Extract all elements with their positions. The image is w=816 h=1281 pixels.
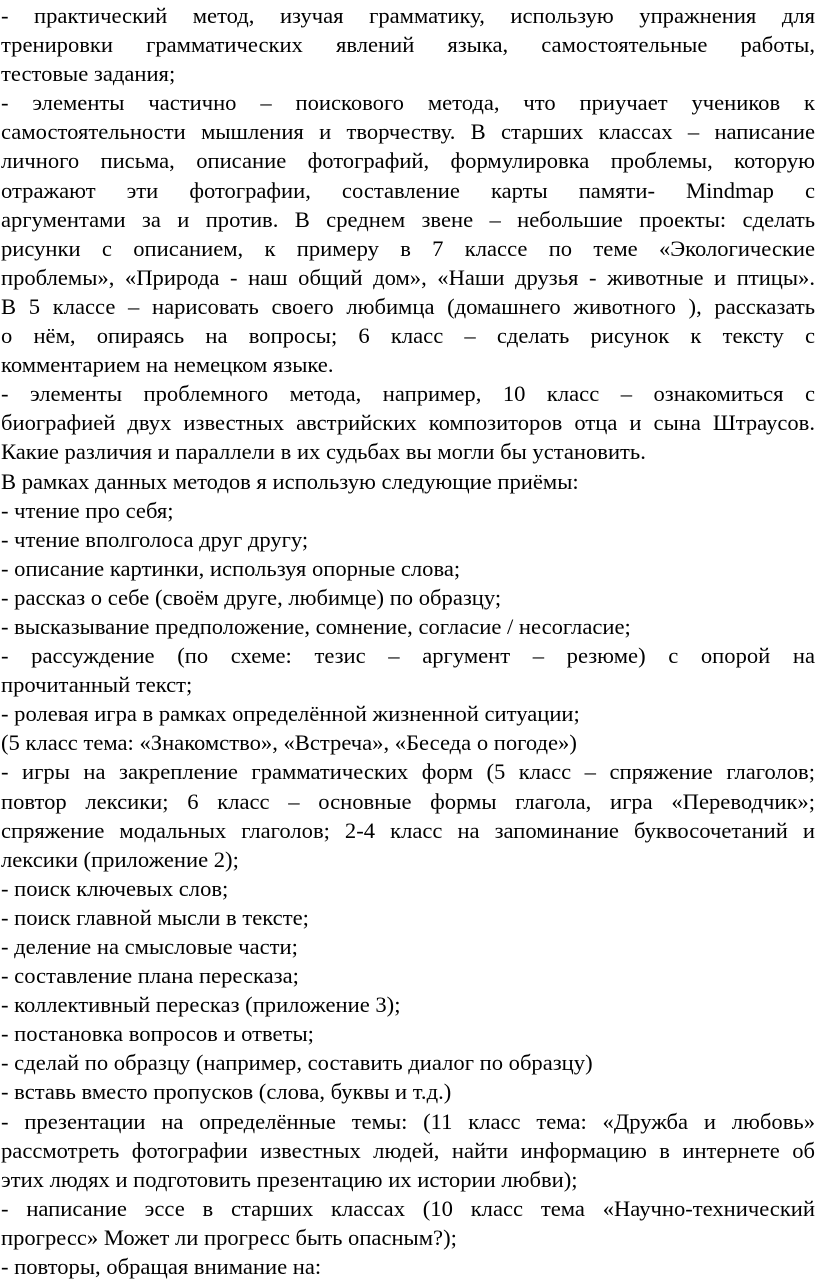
text-line: тренировки грамматических явлений языка, самостоятельные работы, bbox=[1, 32, 815, 58]
text-line: - повторы, обращая внимание на: bbox=[1, 1254, 322, 1280]
text-line: В рамках данных методов я использую следующие приёмы: bbox=[1, 468, 579, 494]
text-line: комментарием на немецком языке. bbox=[1, 352, 334, 378]
text-line: тестовые задания; bbox=[1, 61, 176, 87]
text-line: биографией двух известных австрийских композиторов отца и сына Штраусов. bbox=[1, 410, 815, 436]
text-line: В 5 классе – нарисовать своего любимца (домашнего животного ), рассказать bbox=[1, 293, 815, 319]
text-line: этих людях и подготовить презентацию их истории любви); bbox=[1, 1166, 578, 1192]
document-page bbox=[1, 0, 815, 1281]
text-line: лексики (приложение 2); bbox=[1, 846, 239, 872]
text-line: проблемы», «Природа - наш общий дом», «Наши друзья - животные и птицы». bbox=[1, 264, 815, 290]
text-line: прогресс» Может ли прогресс быть опасным?); bbox=[1, 1224, 457, 1250]
text-line: рассмотреть фотографии известных людей, найти информацию в интернете об bbox=[1, 1137, 815, 1163]
text-line: аргументами за и против. В среднем звене – небольшие проекты: сделать bbox=[1, 206, 815, 232]
text-line: - деление на смысловые части; bbox=[1, 934, 298, 959]
text-line: - составление плана пересказа; bbox=[1, 963, 299, 989]
text-line: - ролевая игра в рамках определённой жизненной ситуации; bbox=[1, 701, 580, 727]
text-line: - постановка вопросов и ответы; bbox=[1, 1021, 314, 1047]
text-line: - высказывание предположение, сомнение, согласие / несогласие; bbox=[1, 613, 631, 639]
text-line: отражают эти фотографии, составление карты памяти- Mindmap с bbox=[1, 177, 815, 203]
text-line: - игры на закрепление грамматических форм (5 класс – спряжение глаголов; bbox=[1, 759, 815, 785]
text-line: - сделай по образцу (например, составить диалог по образцу) bbox=[1, 1050, 593, 1076]
text-line: прочитанный текст; bbox=[1, 672, 193, 698]
text-line: - элементы проблемного метода, например, 10 класс – ознакомиться с bbox=[1, 381, 815, 407]
text-line: - рассуждение (по схеме: тезис – аргумент – резюме) с опорой на bbox=[1, 643, 815, 669]
text-line: - чтение про себя; bbox=[1, 497, 174, 523]
text-line: Какие различия и параллели в их судьбах вы могли бы установить. bbox=[1, 439, 646, 465]
text-line: - коллективный пересказ (приложение 3); bbox=[1, 992, 401, 1018]
text-line: - вставь вместо пропусков (слова, буквы и т.д.) bbox=[1, 1079, 452, 1105]
text-line: - практический метод, изучая грамматику, использую упражнения для bbox=[1, 3, 815, 28]
text-line: (5 класс тема: «Знакомство», «Встреча», «Беседа о погоде») bbox=[1, 730, 577, 756]
text-line: - поиск ключевых слов; bbox=[1, 875, 229, 901]
text-line: самостоятельности мышления и творчеству. В старших классах – написание bbox=[1, 119, 815, 145]
text-line: - поиск главной мысли в тексте; bbox=[1, 904, 309, 930]
text-line: - рассказ о себе (своём друге, любимце) по образцу; bbox=[1, 584, 502, 610]
text-line: - элементы частично – поискового метода, что приучает учеников к bbox=[1, 90, 815, 116]
text-line: повтор лексики; 6 класс – основные формы глагола, игра «Переводчик»; bbox=[1, 788, 815, 814]
text-line: - чтение вполголоса друг другу; bbox=[1, 526, 309, 552]
text-line: рисунки с описанием, к примеру в 7 классе по теме «Экологические bbox=[1, 235, 815, 261]
text-line: спряжение модальных глаголов; 2-4 класс на запоминание буквосочетаний и bbox=[1, 817, 815, 843]
text-line: о нём, опираясь на вопросы; 6 класс – сделать рисунок к тексту с bbox=[1, 323, 815, 349]
text-line: - презентации на определённые темы: (11 класс тема: «Дружба и любовь» bbox=[1, 1108, 815, 1134]
text-line: личного письма, описание фотографий, формулировка проблемы, которую bbox=[1, 148, 815, 174]
text-line: - написание эссе в старших классах (10 класс тема «Научно-технический bbox=[1, 1195, 815, 1221]
text-line: - описание картинки, используя опорные слова; bbox=[1, 555, 461, 581]
